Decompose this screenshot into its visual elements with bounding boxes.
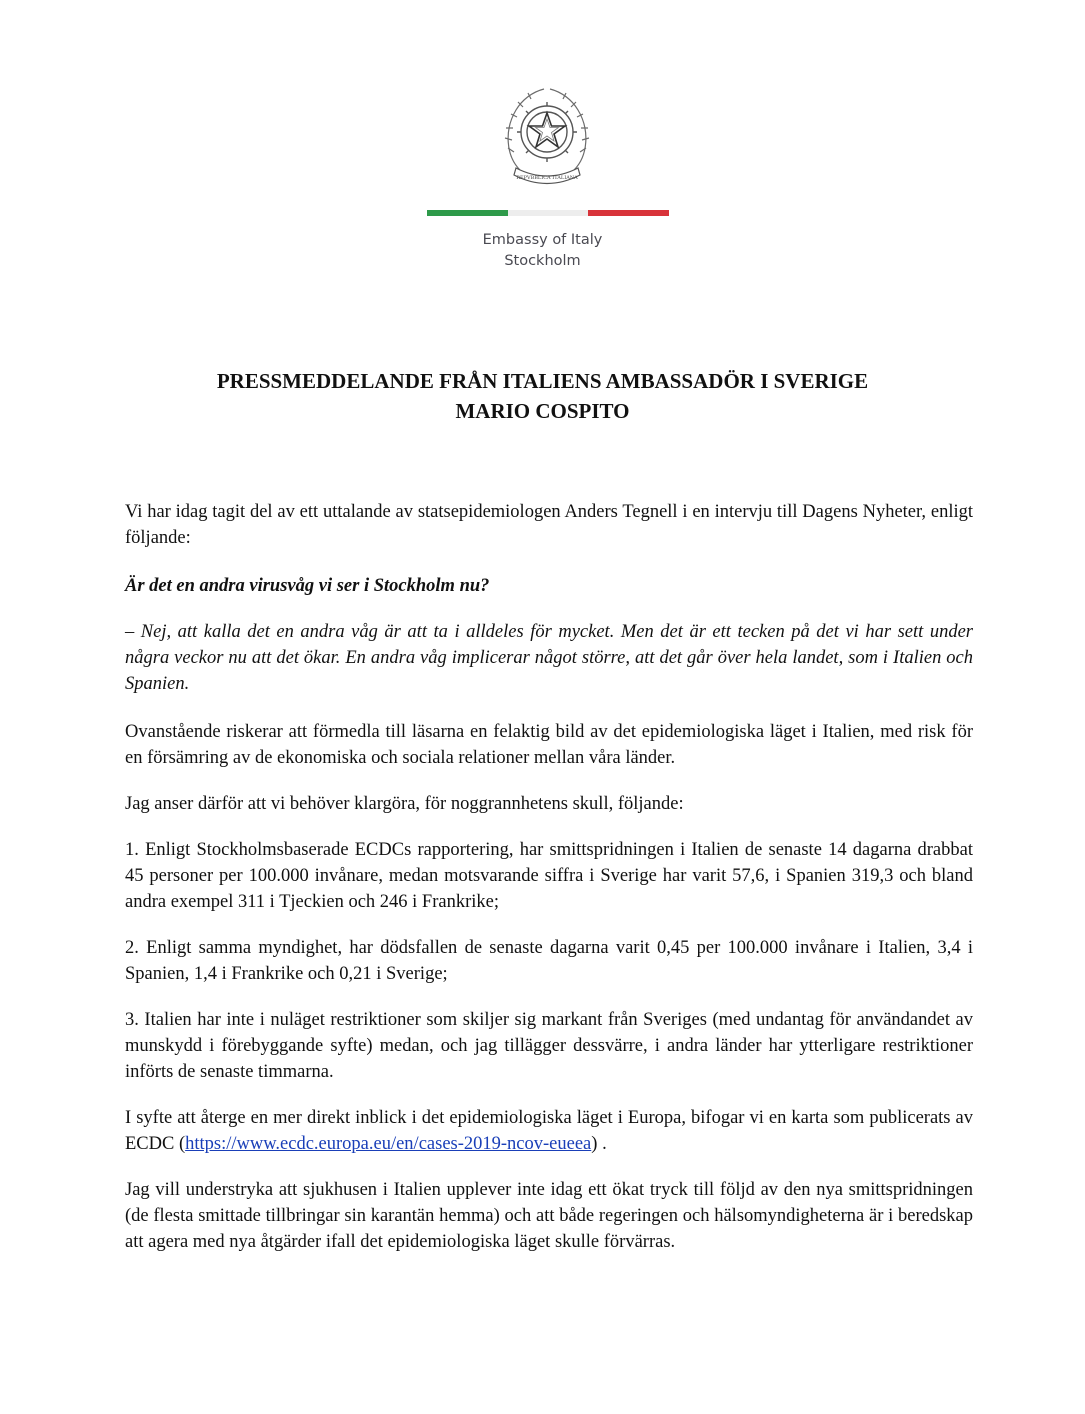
embassy-name-line2: Stockholm bbox=[504, 253, 581, 269]
map-text-before: I syfte att återge en mer direkt inblick i det epidemiologiska läget i Europa, bifogar vi en karta som publicerats av ECDC ( bbox=[125, 1108, 973, 1154]
italian-flag-divider bbox=[427, 210, 669, 216]
flag-white-stripe bbox=[508, 210, 589, 216]
title-line1: PRESSMEDDELANDE FRÅN ITALIENS AMBASSADÖR I SVERIGE bbox=[216, 369, 869, 393]
clarify-paragraph: Jag anser därför att vi behöver klargöra, för noggrannhetens skull, följande: bbox=[125, 794, 684, 814]
flag-green-stripe bbox=[427, 210, 508, 216]
letterhead bbox=[0, 82, 1085, 282]
map-text-after: ) . bbox=[591, 1134, 607, 1154]
press-release-title bbox=[0, 366, 1085, 426]
point-1-paragraph: 1. Enligt Stockholmsbaserade ECDCs rapportering, har smittspridningen i Italien de senaste 14 dagarna drabbat 45 personer per 100.000 invånare, medan motsvarande siffra i Sverige har varit 57,6, i Spanien 319,3 och bland andra exempel 311 i Tjeckien och 246 i Frankrike; bbox=[125, 840, 973, 912]
risk-paragraph: Ovanstående riskerar att förmedla till läsarna en felaktig bild av det epidemiologiska läget i Italien, med risk för en försämring av de ekonomiska och sociala relationer mellan våra länder. bbox=[125, 722, 973, 768]
intro-paragraph: Vi har idag tagit del av ett uttalande av statsepidemiologen Anders Tegnell i en intervju till Dagens Nyheter, enligt följande: bbox=[125, 502, 973, 548]
emblem-ribbon-text: REPVBBLICA ITALIANA bbox=[516, 175, 578, 181]
embassy-name-line1: Embassy of Italy bbox=[482, 232, 603, 248]
interview-answer: – Nej, att kalla det en andra våg är att ta i alldeles för mycket. Men det är ett tecken på det vi har sett under några veckor nu att det ökar. En andra våg implicerar något större, att det går över hela landet, som i Italien och Spanien. bbox=[125, 622, 973, 694]
ecdc-link[interactable]: https://www.ecdc.europa.eu/en/cases-2019-ncov-eueea bbox=[185, 1134, 592, 1154]
closing-paragraph: Jag vill understryka att sjukhusen i Italien upplever inte idag ett ökat tryck till följd av den nya smittspridningen (de flesta smittade tillbringar sin karantän hemma) och att både regeringen och hälsomyndigheterna är i beredskap att agera med nya åtgärder ifall det epidemiologiska läget skulle förvärras. bbox=[125, 1180, 973, 1252]
map-paragraph bbox=[125, 1105, 973, 1157]
flag-red-stripe bbox=[588, 210, 669, 216]
title-line2: MARIO COSPITO bbox=[455, 399, 630, 423]
italian-republic-emblem-icon bbox=[500, 82, 594, 188]
document-body bbox=[125, 499, 973, 1275]
embassy-name bbox=[0, 230, 1085, 272]
point-3-paragraph: 3. Italien har inte i nuläget restriktioner som skiljer sig markant från Sveriges (med undantag för användandet av munskydd i förebyggande syfte) medan, och jag tillägger dessvärre, i andra länder har ytterligare restriktioner införts de senaste timmarna. bbox=[125, 1010, 973, 1082]
interview-question: Är det en andra virusvåg vi ser i Stockholm nu? bbox=[125, 576, 490, 596]
point-2-paragraph: 2. Enligt samma myndighet, har dödsfallen de senaste dagarna varit 0,45 per 100.000 invånare i Italien, 3,4 i Spanien, 1,4 i Frankrike och 0,21 i Sverige; bbox=[125, 938, 973, 984]
